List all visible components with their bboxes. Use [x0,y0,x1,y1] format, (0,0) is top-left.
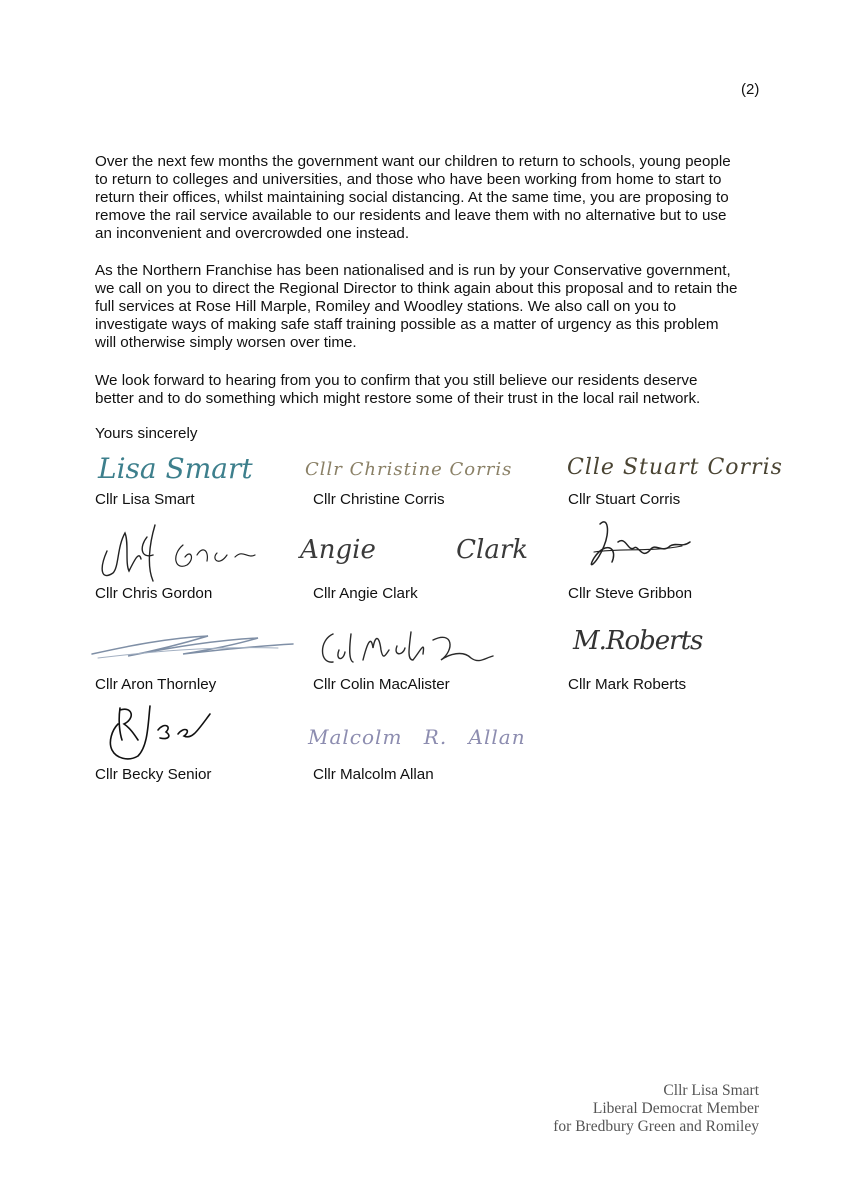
footer-signature-block [553,1082,759,1136]
text-line: We look forward to hearing from you to confirm that you still believe our residents deserve [95,372,698,389]
paragraph-northern-franchise [95,262,775,352]
signatory-name: Cllr Mark Roberts [568,676,687,693]
text-line: better and to do something which might restore some of their trust in the local rail network. [95,390,701,408]
signatory-name: Cllr Stuart Corris [568,491,681,508]
paragraph-look-forward [95,372,775,408]
footer-ward: for Bredbury Green and Romiley [553,1118,759,1135]
signatory-name: Cllr Malcolm Allan [313,766,434,783]
signatory-name: Cllr Lisa Smart [95,491,195,508]
footer-role: Liberal Democrat Member [592,1100,759,1117]
signature-colin-macalister [313,620,498,675]
signature-malcolm-allan: Malcolm R. Allan [308,725,526,749]
text-line: full services at Rose Hill Marple, Romiley and Woodley stations. We also call on you to [95,298,677,316]
signature-aron-thornley [88,628,298,668]
text-line: we call on you to direct the Regional Director to think again about this proposal and to retain the [95,280,738,298]
text-line: Over the next few months the government want our children to return to schools, young people [95,153,731,170]
closing-salutation: Yours sincerely [95,425,198,442]
signatory-name: Cllr Colin MacAlister [313,676,450,693]
page-number: (2) [741,81,760,98]
signatory-name: Cllr Steve Gribbon [568,585,693,602]
signature-steve-gribbon [572,512,702,582]
text-line: return their offices, whilst maintaining social distancing. At the same time, you are proposing to [95,189,729,207]
signature-stuart-corris: Clle Stuart Corris [567,455,783,480]
signature-chris-gordon [95,515,270,585]
text-line: investigate ways of making safe staff training possible as a matter of urgency as this problem [95,316,719,334]
signature-lisa-smart: Lisa Smart [98,452,253,485]
paragraph-return-to-work [95,153,775,243]
signatory-name: Cllr Angie Clark [313,585,418,602]
text-line: remove the rail service available to our residents and leave them with no alternative but to use [95,207,727,225]
signature-christine-corris: Cllr Christine Corris [305,459,513,480]
signature-becky-senior [98,700,218,765]
text-line: to return to colleges and universities, and those who have been working from home to start to [95,171,722,189]
signatory-name: Cllr Becky Senior [95,766,212,783]
signature-mark-roberts: M.Roberts [573,626,703,656]
signature-angie-clark: Angie Clark [300,535,529,565]
text-line: As the Northern Franchise has been nationalised and is run by your Conservative government, [95,262,731,279]
footer-name: Cllr Lisa Smart [663,1082,759,1099]
signatory-name: Cllr Christine Corris [313,491,445,508]
signatory-name: Cllr Chris Gordon [95,585,213,602]
text-line: will otherwise simply worsen over time. [95,334,357,352]
text-line: an inconvenient and overcrowded one instead. [95,225,410,243]
signatory-name: Cllr Aron Thornley [95,676,217,693]
